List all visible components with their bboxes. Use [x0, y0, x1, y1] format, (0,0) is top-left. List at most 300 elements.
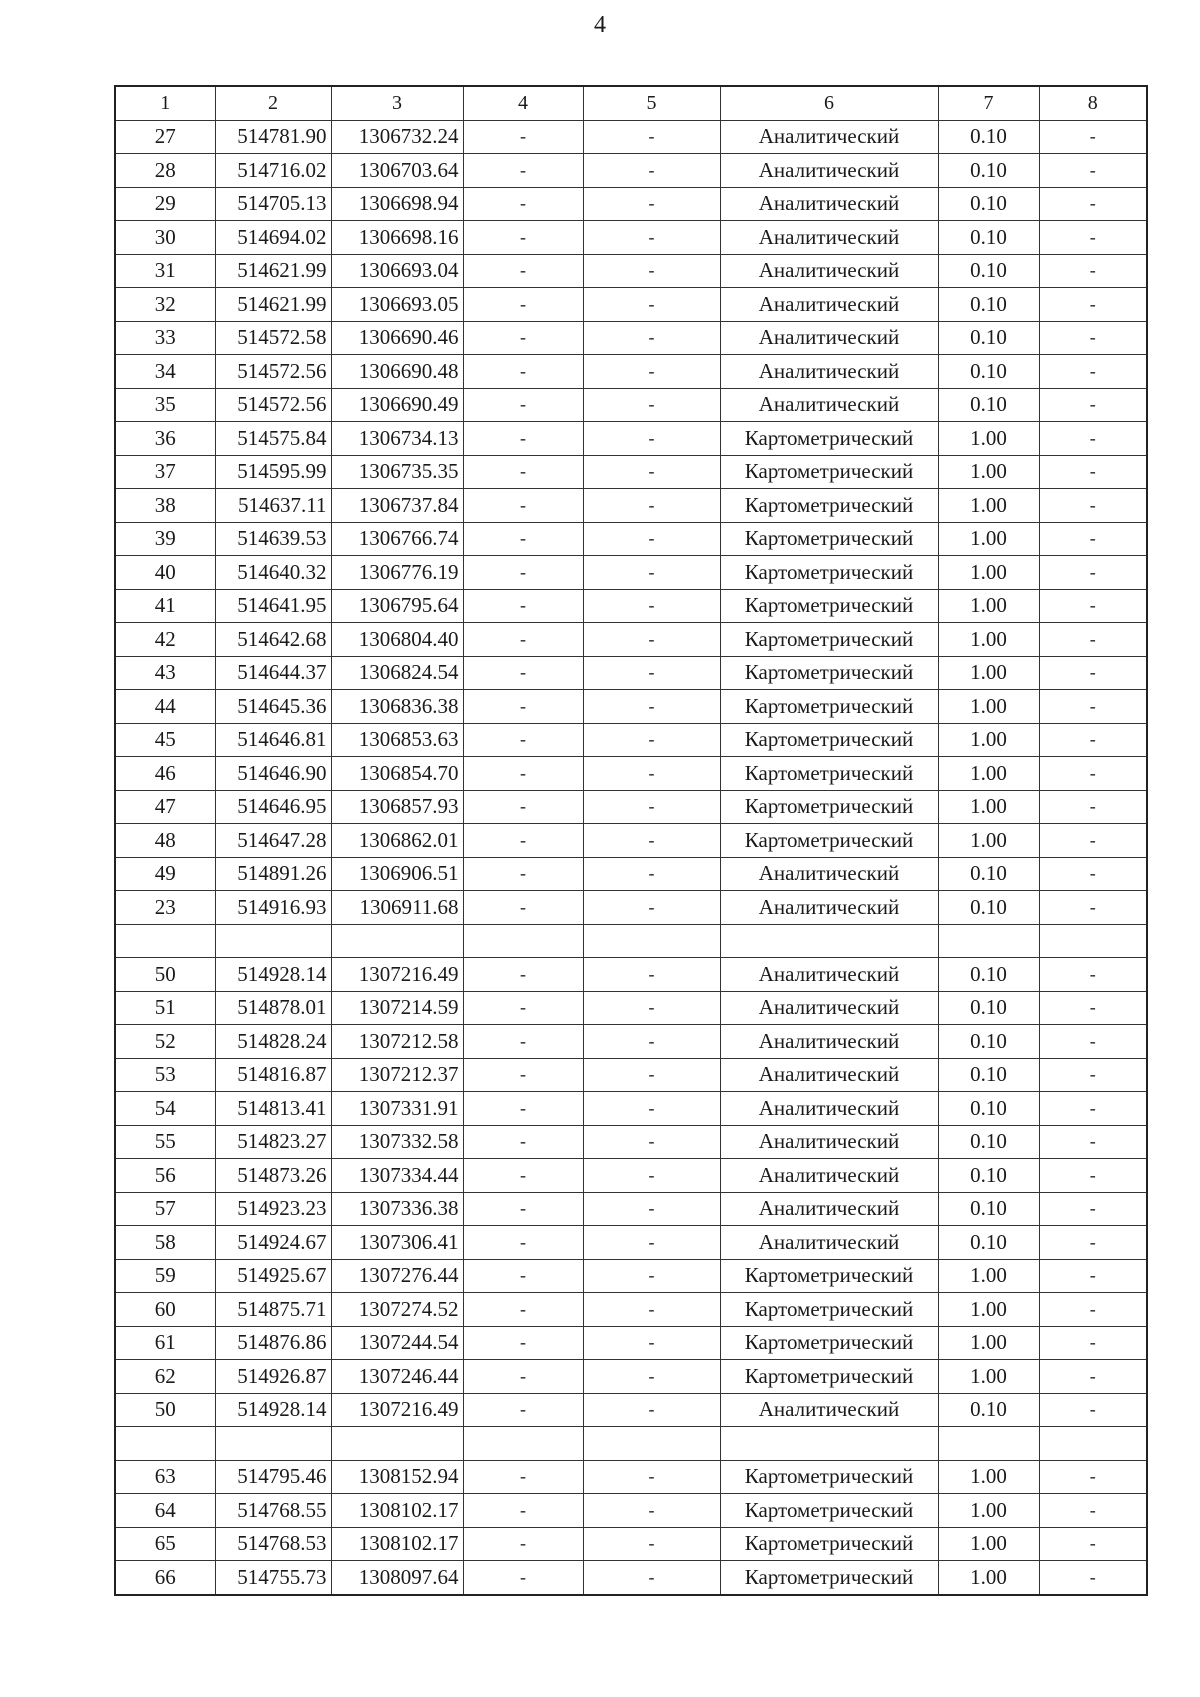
cell-x-coordinate: 514926.87 — [215, 1360, 331, 1394]
cell-x-coordinate: 514876.86 — [215, 1326, 331, 1360]
cell-accuracy: 1.00 — [938, 1460, 1039, 1494]
cell-col-4: - — [463, 1058, 583, 1092]
cell-method: Картометрический — [720, 656, 938, 690]
cell-accuracy: 1.00 — [938, 1561, 1039, 1595]
cell-accuracy: 1.00 — [938, 824, 1039, 858]
cell-accuracy: 1.00 — [938, 455, 1039, 489]
cell-method: Аналитический — [720, 1025, 938, 1059]
cell-y-coordinate: 1307246.44 — [331, 1360, 463, 1394]
cell-point-number: 62 — [115, 1360, 215, 1394]
cell-point-number — [115, 1427, 215, 1461]
cell-col-8: - — [1039, 690, 1147, 724]
cell-point-number: 33 — [115, 321, 215, 355]
cell-col-4: - — [463, 1561, 583, 1595]
cell-method: Картометрический — [720, 489, 938, 523]
cell-col-4 — [463, 1427, 583, 1461]
cell-col-5: - — [583, 120, 720, 154]
cell-point-number: 41 — [115, 589, 215, 623]
cell-accuracy: 1.00 — [938, 556, 1039, 590]
cell-col-8: - — [1039, 723, 1147, 757]
cell-x-coordinate: 514923.23 — [215, 1192, 331, 1226]
cell-col-8: - — [1039, 857, 1147, 891]
cell-col-8: - — [1039, 1460, 1147, 1494]
cell-point-number: 52 — [115, 1025, 215, 1059]
cell-col-8: - — [1039, 288, 1147, 322]
table-row — [115, 154, 1147, 188]
cell-point-number: 32 — [115, 288, 215, 322]
table-row — [115, 1360, 1147, 1394]
cell-accuracy: 1.00 — [938, 1527, 1039, 1561]
cell-y-coordinate: 1307216.49 — [331, 958, 463, 992]
cell-y-coordinate: 1306836.38 — [331, 690, 463, 724]
cell-method: Аналитический — [720, 958, 938, 992]
cell-method: Аналитический — [720, 388, 938, 422]
cell-y-coordinate: 1306734.13 — [331, 422, 463, 456]
cell-method: Аналитический — [720, 120, 938, 154]
table-row — [115, 757, 1147, 791]
table-row — [115, 723, 1147, 757]
cell-col-4: - — [463, 422, 583, 456]
table-row — [115, 388, 1147, 422]
cell-y-coordinate: 1307212.37 — [331, 1058, 463, 1092]
cell-col-5: - — [583, 187, 720, 221]
cell-y-coordinate: 1306862.01 — [331, 824, 463, 858]
cell-col-5: - — [583, 154, 720, 188]
cell-col-4: - — [463, 388, 583, 422]
cell-col-5: - — [583, 321, 720, 355]
column-header-3: 3 — [331, 86, 463, 120]
cell-col-8 — [1039, 924, 1147, 958]
table-row — [115, 355, 1147, 389]
cell-col-4: - — [463, 489, 583, 523]
cell-col-8: - — [1039, 120, 1147, 154]
cell-x-coordinate: 514646.90 — [215, 757, 331, 791]
cell-y-coordinate: 1306703.64 — [331, 154, 463, 188]
cell-accuracy: 0.10 — [938, 120, 1039, 154]
cell-point-number: 50 — [115, 1393, 215, 1427]
cell-col-8: - — [1039, 1326, 1147, 1360]
cell-col-5: - — [583, 790, 720, 824]
cell-y-coordinate: 1307274.52 — [331, 1293, 463, 1327]
cell-point-number: 43 — [115, 656, 215, 690]
cell-col-8: - — [1039, 1125, 1147, 1159]
cell-col-8: - — [1039, 623, 1147, 657]
column-header-2: 2 — [215, 86, 331, 120]
cell-point-number: 66 — [115, 1561, 215, 1595]
cell-x-coordinate: 514768.55 — [215, 1494, 331, 1528]
cell-x-coordinate: 514572.56 — [215, 388, 331, 422]
cell-col-8: - — [1039, 388, 1147, 422]
cell-accuracy: 0.10 — [938, 958, 1039, 992]
cell-accuracy: 1.00 — [938, 1494, 1039, 1528]
cell-point-number: 59 — [115, 1259, 215, 1293]
cell-x-coordinate: 514642.68 — [215, 623, 331, 657]
cell-accuracy: 0.10 — [938, 1092, 1039, 1126]
cell-y-coordinate: 1306690.48 — [331, 355, 463, 389]
cell-col-4: - — [463, 623, 583, 657]
cell-col-5: - — [583, 1259, 720, 1293]
cell-accuracy: 1.00 — [938, 723, 1039, 757]
table-row — [115, 522, 1147, 556]
cell-y-coordinate: 1306735.35 — [331, 455, 463, 489]
cell-col-8: - — [1039, 1360, 1147, 1394]
cell-accuracy: 0.10 — [938, 1192, 1039, 1226]
cell-col-8: - — [1039, 1092, 1147, 1126]
cell-accuracy: 1.00 — [938, 1293, 1039, 1327]
cell-method: Аналитический — [720, 288, 938, 322]
cell-point-number: 44 — [115, 690, 215, 724]
cell-col-4: - — [463, 1159, 583, 1193]
cell-point-number: 42 — [115, 623, 215, 657]
cell-x-coordinate: 514795.46 — [215, 1460, 331, 1494]
cell-accuracy: 1.00 — [938, 757, 1039, 791]
cell-accuracy — [938, 1427, 1039, 1461]
cell-method: Картометрический — [720, 1460, 938, 1494]
cell-accuracy: 1.00 — [938, 690, 1039, 724]
cell-y-coordinate: 1306690.46 — [331, 321, 463, 355]
table-row — [115, 656, 1147, 690]
table-row — [115, 1494, 1147, 1528]
cell-x-coordinate: 514928.14 — [215, 1393, 331, 1427]
cell-col-4: - — [463, 1192, 583, 1226]
cell-col-5: - — [583, 656, 720, 690]
cell-y-coordinate: 1307244.54 — [331, 1326, 463, 1360]
cell-method: Картометрический — [720, 1293, 938, 1327]
cell-point-number: 55 — [115, 1125, 215, 1159]
cell-col-8: - — [1039, 757, 1147, 791]
cell-y-coordinate: 1307331.91 — [331, 1092, 463, 1126]
cell-col-5: - — [583, 1561, 720, 1595]
cell-x-coordinate: 514875.71 — [215, 1293, 331, 1327]
cell-accuracy: 0.10 — [938, 1226, 1039, 1260]
cell-col-5: - — [583, 623, 720, 657]
cell-method: Аналитический — [720, 1058, 938, 1092]
cell-col-5: - — [583, 1192, 720, 1226]
table-row — [115, 1159, 1147, 1193]
table-row — [115, 690, 1147, 724]
cell-col-8: - — [1039, 254, 1147, 288]
cell-col-8: - — [1039, 187, 1147, 221]
cell-col-8: - — [1039, 355, 1147, 389]
cell-accuracy: 1.00 — [938, 623, 1039, 657]
cell-col-4: - — [463, 1393, 583, 1427]
column-header-5: 5 — [583, 86, 720, 120]
cell-method: Аналитический — [720, 1393, 938, 1427]
table-row — [115, 1058, 1147, 1092]
cell-col-4: - — [463, 790, 583, 824]
cell-y-coordinate: 1306906.51 — [331, 857, 463, 891]
cell-point-number — [115, 924, 215, 958]
cell-col-8: - — [1039, 221, 1147, 255]
cell-point-number: 57 — [115, 1192, 215, 1226]
cell-col-4: - — [463, 1226, 583, 1260]
cell-col-4: - — [463, 1025, 583, 1059]
cell-col-5 — [583, 924, 720, 958]
table-row — [115, 1259, 1147, 1293]
cell-col-4: - — [463, 1092, 583, 1126]
table-row — [115, 1293, 1147, 1327]
cell-point-number: 63 — [115, 1460, 215, 1494]
cell-col-5: - — [583, 824, 720, 858]
cell-col-8: - — [1039, 522, 1147, 556]
cell-accuracy: 1.00 — [938, 790, 1039, 824]
cell-col-5: - — [583, 1393, 720, 1427]
cell-col-8: - — [1039, 489, 1147, 523]
cell-point-number: 30 — [115, 221, 215, 255]
cell-method: Картометрический — [720, 1527, 938, 1561]
cell-col-5: - — [583, 1293, 720, 1327]
cell-col-5: - — [583, 1460, 720, 1494]
cell-x-coordinate: 514924.67 — [215, 1226, 331, 1260]
cell-accuracy: 0.10 — [938, 288, 1039, 322]
cell-col-5: - — [583, 221, 720, 255]
cell-method: Аналитический — [720, 991, 938, 1025]
cell-point-number: 27 — [115, 120, 215, 154]
cell-y-coordinate: 1306693.05 — [331, 288, 463, 322]
cell-point-number: 51 — [115, 991, 215, 1025]
cell-col-4: - — [463, 1326, 583, 1360]
cell-method: Аналитический — [720, 1092, 938, 1126]
cell-col-4: - — [463, 1293, 583, 1327]
table-row — [115, 1226, 1147, 1260]
cell-y-coordinate: 1306824.54 — [331, 656, 463, 690]
cell-x-coordinate: 514928.14 — [215, 958, 331, 992]
cell-method: Аналитический — [720, 187, 938, 221]
column-header-7: 7 — [938, 86, 1039, 120]
cell-y-coordinate: 1308097.64 — [331, 1561, 463, 1595]
cell-col-5: - — [583, 958, 720, 992]
cell-point-number: 31 — [115, 254, 215, 288]
table-row — [115, 187, 1147, 221]
cell-col-5: - — [583, 891, 720, 925]
cell-x-coordinate: 514828.24 — [215, 1025, 331, 1059]
column-header-1: 1 — [115, 86, 215, 120]
cell-point-number: 23 — [115, 891, 215, 925]
cell-method: Картометрический — [720, 1360, 938, 1394]
cell-y-coordinate: 1307276.44 — [331, 1259, 463, 1293]
cell-col-4: - — [463, 221, 583, 255]
cell-point-number: 58 — [115, 1226, 215, 1260]
table-row — [115, 623, 1147, 657]
cell-x-coordinate: 514637.11 — [215, 489, 331, 523]
cell-point-number: 49 — [115, 857, 215, 891]
cell-col-4: - — [463, 254, 583, 288]
cell-x-coordinate: 514575.84 — [215, 422, 331, 456]
cell-method: Картометрический — [720, 623, 938, 657]
cell-x-coordinate: 514716.02 — [215, 154, 331, 188]
cell-col-5: - — [583, 422, 720, 456]
cell-y-coordinate: 1307214.59 — [331, 991, 463, 1025]
cell-y-coordinate: 1306795.64 — [331, 589, 463, 623]
cell-y-coordinate: 1306693.04 — [331, 254, 463, 288]
cell-x-coordinate: 514823.27 — [215, 1125, 331, 1159]
cell-point-number: 53 — [115, 1058, 215, 1092]
table-body — [115, 120, 1147, 1595]
cell-x-coordinate: 514640.32 — [215, 556, 331, 590]
cell-point-number: 64 — [115, 1494, 215, 1528]
cell-col-8: - — [1039, 1058, 1147, 1092]
cell-accuracy: 0.10 — [938, 1125, 1039, 1159]
cell-col-8: - — [1039, 422, 1147, 456]
table-row — [115, 1092, 1147, 1126]
cell-method: Аналитический — [720, 891, 938, 925]
cell-method: Аналитический — [720, 1159, 938, 1193]
cell-col-4: - — [463, 1125, 583, 1159]
cell-method: Аналитический — [720, 1226, 938, 1260]
cell-point-number: 45 — [115, 723, 215, 757]
cell-col-8: - — [1039, 556, 1147, 590]
cell-col-8: - — [1039, 1393, 1147, 1427]
cell-point-number: 38 — [115, 489, 215, 523]
cell-x-coordinate: 514781.90 — [215, 120, 331, 154]
cell-accuracy: 1.00 — [938, 1360, 1039, 1394]
cell-y-coordinate: 1306737.84 — [331, 489, 463, 523]
cell-method: Картометрический — [720, 422, 938, 456]
cell-col-5: - — [583, 1125, 720, 1159]
cell-col-4: - — [463, 1527, 583, 1561]
cell-col-5: - — [583, 1058, 720, 1092]
cell-col-4: - — [463, 991, 583, 1025]
cell-y-coordinate: 1308102.17 — [331, 1494, 463, 1528]
cell-col-5: - — [583, 757, 720, 791]
cell-method: Аналитический — [720, 221, 938, 255]
page-number: 4 — [594, 12, 606, 38]
cell-point-number: 39 — [115, 522, 215, 556]
cell-col-8: - — [1039, 824, 1147, 858]
cell-x-coordinate: 514816.87 — [215, 1058, 331, 1092]
table-row — [115, 790, 1147, 824]
cell-col-4 — [463, 924, 583, 958]
table-row — [115, 1527, 1147, 1561]
cell-x-coordinate: 514646.95 — [215, 790, 331, 824]
cell-y-coordinate: 1306690.49 — [331, 388, 463, 422]
cell-col-4: - — [463, 690, 583, 724]
cell-col-5: - — [583, 288, 720, 322]
cell-col-8: - — [1039, 991, 1147, 1025]
cell-col-5: - — [583, 1360, 720, 1394]
cell-accuracy: 1.00 — [938, 1326, 1039, 1360]
cell-x-coordinate: 514572.56 — [215, 355, 331, 389]
cell-accuracy: 0.10 — [938, 857, 1039, 891]
cell-col-8: - — [1039, 455, 1147, 489]
table-row — [115, 824, 1147, 858]
cell-col-5: - — [583, 857, 720, 891]
table-row — [115, 489, 1147, 523]
cell-x-coordinate: 514705.13 — [215, 187, 331, 221]
cell-col-4: - — [463, 824, 583, 858]
cell-point-number: 29 — [115, 187, 215, 221]
cell-x-coordinate: 514768.53 — [215, 1527, 331, 1561]
table-row — [115, 958, 1147, 992]
cell-accuracy: 0.10 — [938, 355, 1039, 389]
cell-y-coordinate: 1307334.44 — [331, 1159, 463, 1193]
cell-x-coordinate: 514572.58 — [215, 321, 331, 355]
cell-x-coordinate: 514891.26 — [215, 857, 331, 891]
cell-y-coordinate: 1307212.58 — [331, 1025, 463, 1059]
cell-y-coordinate: 1306911.68 — [331, 891, 463, 925]
cell-point-number: 47 — [115, 790, 215, 824]
column-header-8: 8 — [1039, 86, 1147, 120]
cell-y-coordinate: 1306732.24 — [331, 120, 463, 154]
cell-col-4: - — [463, 120, 583, 154]
cell-col-5: - — [583, 455, 720, 489]
cell-y-coordinate — [331, 924, 463, 958]
table-row — [115, 455, 1147, 489]
cell-col-8: - — [1039, 1293, 1147, 1327]
cell-accuracy: 0.10 — [938, 388, 1039, 422]
cell-col-5: - — [583, 690, 720, 724]
cell-method: Аналитический — [720, 1192, 938, 1226]
cell-method — [720, 924, 938, 958]
cell-col-5: - — [583, 1326, 720, 1360]
cell-col-8 — [1039, 1427, 1147, 1461]
table-row — [115, 1025, 1147, 1059]
cell-col-5: - — [583, 388, 720, 422]
cell-method: Аналитический — [720, 1125, 938, 1159]
table-row — [115, 1561, 1147, 1595]
cell-y-coordinate: 1306698.94 — [331, 187, 463, 221]
cell-col-5: - — [583, 1527, 720, 1561]
cell-accuracy — [938, 924, 1039, 958]
cell-point-number: 36 — [115, 422, 215, 456]
cell-col-8: - — [1039, 1192, 1147, 1226]
cell-method — [720, 1427, 938, 1461]
cell-y-coordinate: 1306766.74 — [331, 522, 463, 556]
cell-col-4: - — [463, 1494, 583, 1528]
cell-col-5: - — [583, 589, 720, 623]
cell-point-number: 40 — [115, 556, 215, 590]
table-row — [115, 589, 1147, 623]
cell-x-coordinate: 514621.99 — [215, 254, 331, 288]
cell-x-coordinate: 514644.37 — [215, 656, 331, 690]
cell-x-coordinate: 514645.36 — [215, 690, 331, 724]
cell-col-5: - — [583, 489, 720, 523]
cell-method: Картометрический — [720, 824, 938, 858]
table-row — [115, 120, 1147, 154]
cell-y-coordinate — [331, 1427, 463, 1461]
cell-method: Картометрический — [720, 690, 938, 724]
cell-y-coordinate: 1307336.38 — [331, 1192, 463, 1226]
cell-x-coordinate: 514641.95 — [215, 589, 331, 623]
table-row — [115, 991, 1147, 1025]
cell-accuracy: 1.00 — [938, 656, 1039, 690]
cell-point-number: 48 — [115, 824, 215, 858]
cell-accuracy: 0.10 — [938, 1058, 1039, 1092]
cell-col-8: - — [1039, 154, 1147, 188]
cell-method: Картометрический — [720, 757, 938, 791]
cell-col-8: - — [1039, 1259, 1147, 1293]
cell-col-5: - — [583, 1226, 720, 1260]
cell-accuracy: 0.10 — [938, 221, 1039, 255]
cell-x-coordinate — [215, 1427, 331, 1461]
cell-col-5: - — [583, 1025, 720, 1059]
cell-point-number: 60 — [115, 1293, 215, 1327]
cell-col-5: - — [583, 355, 720, 389]
table-separator-row — [115, 924, 1147, 958]
cell-x-coordinate: 514925.67 — [215, 1259, 331, 1293]
cell-point-number: 34 — [115, 355, 215, 389]
cell-x-coordinate: 514873.26 — [215, 1159, 331, 1193]
table-row — [115, 1326, 1147, 1360]
cell-accuracy: 1.00 — [938, 489, 1039, 523]
cell-x-coordinate: 514646.81 — [215, 723, 331, 757]
cell-y-coordinate: 1306857.93 — [331, 790, 463, 824]
cell-accuracy: 0.10 — [938, 1393, 1039, 1427]
cell-x-coordinate — [215, 924, 331, 958]
table-separator-row — [115, 1427, 1147, 1461]
cell-y-coordinate: 1306804.40 — [331, 623, 463, 657]
cell-point-number: 46 — [115, 757, 215, 791]
